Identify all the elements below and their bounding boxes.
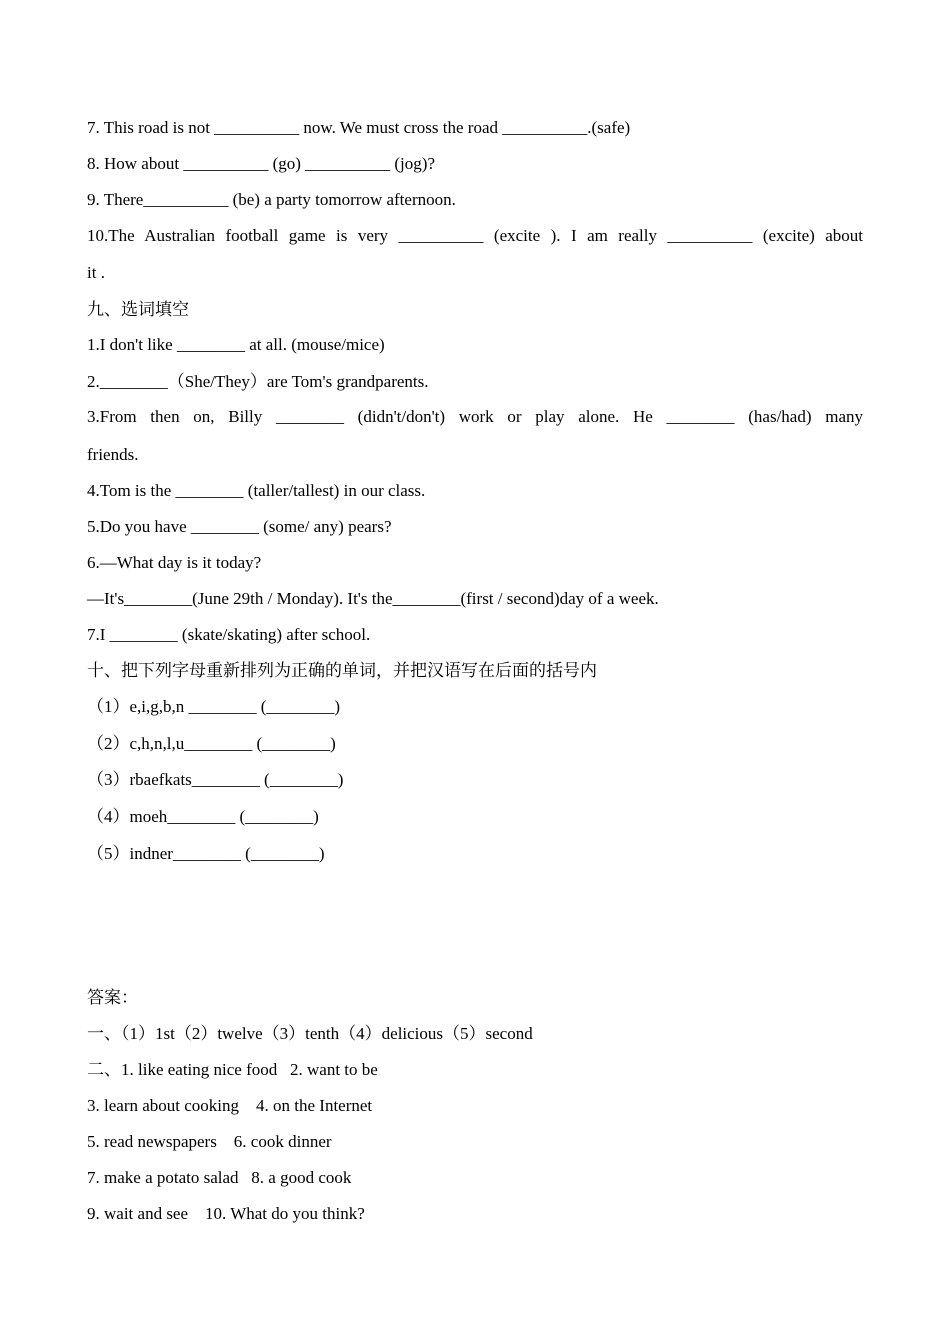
answer-line: 二、1. like eating nice food 2. want to be <box>87 1060 378 1079</box>
exercise-line: 7. This road is not __________ now. We must cross the road __________.(safe) <box>87 118 631 137</box>
exercise-line: 2.________（She/They）are Tom's grandparents. <box>87 372 429 391</box>
exercise-line: —It's________(June 29th / Monday). It's the________(first / second)day of a week. <box>87 589 659 608</box>
exercise-line: 10.The Australian football game is very __________ (excite ). I am really __________ (excite) about <box>87 226 863 245</box>
exercise-line: 9. There__________ (be) a party tomorrow afternoon. <box>87 190 456 209</box>
exercise-line: friends. <box>87 445 139 464</box>
exercise-line: it . <box>87 263 105 282</box>
exercise-line: 8. How about __________ (go) __________ (jog)? <box>87 154 435 173</box>
exercise-line: 1.I don't like ________ at all. (mouse/mice) <box>87 335 385 354</box>
exercise-line: 5.Do you have ________ (some/ any) pears? <box>87 517 392 536</box>
exercise-item: （1）e,i,g,b,n ________ (________) <box>87 697 341 716</box>
section-heading: 九、选词填空 <box>87 300 189 319</box>
exercise-item: （2）c,h,n,l,u________ (________) <box>87 734 336 753</box>
section-heading: 十、把下列字母重新排列为正确的单词，并把汉语写在后面的括号内 <box>87 661 597 680</box>
answer-line: 一、（1）1st（2）twelve（3）tenth（4）delicious（5）second <box>87 1024 533 1043</box>
exercise-line: 7.I ________ (skate/skating) after school. <box>87 625 371 644</box>
exercise-line: 4.Tom is the ________ (taller/tallest) in our class. <box>87 481 426 500</box>
answer-line: 9. wait and see 10. What do you think? <box>87 1204 365 1223</box>
answers-heading: 答案： <box>87 988 138 1007</box>
exercise-line: 3.From then on, Billy ________ (didn't/don't) work or play alone. He ________ (has/had) many <box>87 407 863 426</box>
answer-line: 3. learn about cooking 4. on the Internet <box>87 1096 373 1115</box>
exercise-line: 6.—What day is it today? <box>87 553 262 572</box>
exercise-item: （4）moeh________ (________) <box>87 807 319 826</box>
exercise-item: （3）rbaefkats________ (________) <box>87 770 344 789</box>
answer-line: 5. read newspapers 6. cook dinner <box>87 1132 332 1151</box>
exercise-item: （5）indner________ (________) <box>87 844 325 863</box>
answer-line: 7. make a potato salad 8. a good cook <box>87 1168 352 1187</box>
